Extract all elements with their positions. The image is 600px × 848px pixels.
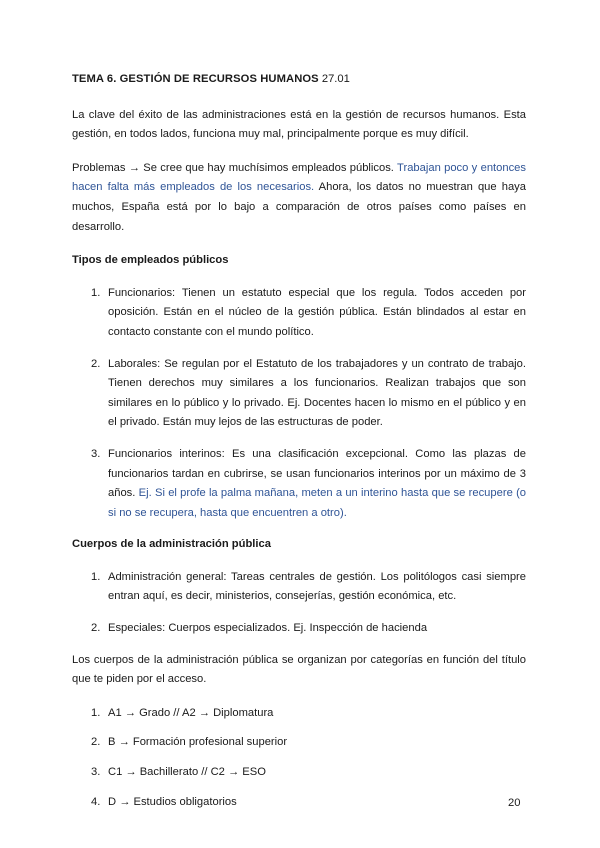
list-text: D → Estudios obligatorios — [108, 795, 237, 808]
list-text: A1 → Grado // A2 → Diplomatura — [108, 706, 274, 719]
list-number: 2. — [91, 357, 101, 370]
problems-highlight: Trabajan poco y entonces hacen falta más empleados de los necesarios. — [72, 161, 526, 194]
list-number: 4. — [91, 795, 101, 808]
list-highlight: Ej. Si el profe la palma mañana, meten a un interino hasta que se recupere (o si no se recupera, hasta que encuentren a otro). — [108, 487, 527, 519]
list-text: Especiales: Cuerpos especializados. Ej. Inspección de hacienda — [108, 622, 428, 635]
list-item — [72, 355, 526, 433]
list-number: 2. — [91, 736, 101, 749]
title-date: 27.01 — [321, 73, 350, 85]
bodies-heading: Cuerpos de la administración pública — [72, 538, 271, 551]
list-text: B → Formación profesional superior — [108, 736, 288, 749]
problems-paragraph — [72, 159, 526, 237]
categories-intro: Los cuerpos de la administración pública se organizan por categorías en función del título que te piden por el acceso. — [72, 653, 526, 686]
list-number: 1. — [91, 286, 101, 299]
page-title — [72, 70, 526, 90]
grades-list — [72, 704, 526, 812]
list-item — [72, 763, 526, 783]
list-text: Funcionarios: Tienen un estatuto especial que los regula. Todos acceden por oposición. Están en el núcleo de la gestión pública. Están blindados al estar en contacto constante con el mundo político. — [108, 286, 526, 338]
list-text: Laborales: Se regulan por el Estatuto de los trabajadores y un contrato de trabajo. Tienen derechos muy similares a los funcionarios. Realizan trabajos que son similares en lo público y lo privado. Ej. Docentes hacen lo mismo en el público y en el privado. Están muy lejos de las estructuras de poder. — [108, 357, 526, 429]
list-number: 1. — [91, 706, 101, 719]
list-text: Administración general: Tareas centrales de gestión. Los politólogos casi siempre entran aquí, es decir, ministerios, consejerías, gestión económica, etc. — [108, 570, 526, 603]
problems-rest: Ahora, los datos no muestran que haya muchos, España está por lo bajo a comparación de otros países como países en desarrollo. — [72, 181, 526, 233]
list-text: C1 → Bachillerato // C2 → ESO — [108, 766, 266, 779]
list-number: 1. — [91, 570, 101, 583]
list-number: 3. — [91, 447, 101, 460]
list-number: 2. — [91, 622, 101, 635]
list-item — [72, 793, 526, 813]
list-number: 3. — [91, 766, 101, 779]
title-main: TEMA 6. GESTIÓN DE RECURSOS HUMANOS — [72, 73, 319, 85]
list-item — [72, 619, 526, 639]
problems-lead: Problemas → Se cree que hay muchísimos empleados públicos. — [72, 161, 394, 174]
page-content — [72, 70, 526, 824]
list-text: Funcionarios interinos: Es una clasificación excepcional. Como las plazas de funcionarios tardan en cubrirse, se usan funcionarios interinos por un máximo de 3 años. — [108, 447, 526, 500]
page-number: 20 — [508, 797, 521, 809]
list-item — [72, 284, 526, 343]
list-item — [72, 568, 526, 607]
list-item — [72, 704, 526, 724]
types-heading: Tipos de empleados públicos — [72, 254, 229, 267]
bodies-list — [72, 568, 526, 639]
types-list — [72, 284, 526, 524]
intro-paragraph: La clave del éxito de las administraciones está en la gestión de recursos humanos. Esta gestión, en todos lados, funciona muy mal, principalmente porque es muy difícil. — [72, 108, 526, 141]
list-item — [72, 445, 526, 523]
list-item — [72, 733, 526, 753]
